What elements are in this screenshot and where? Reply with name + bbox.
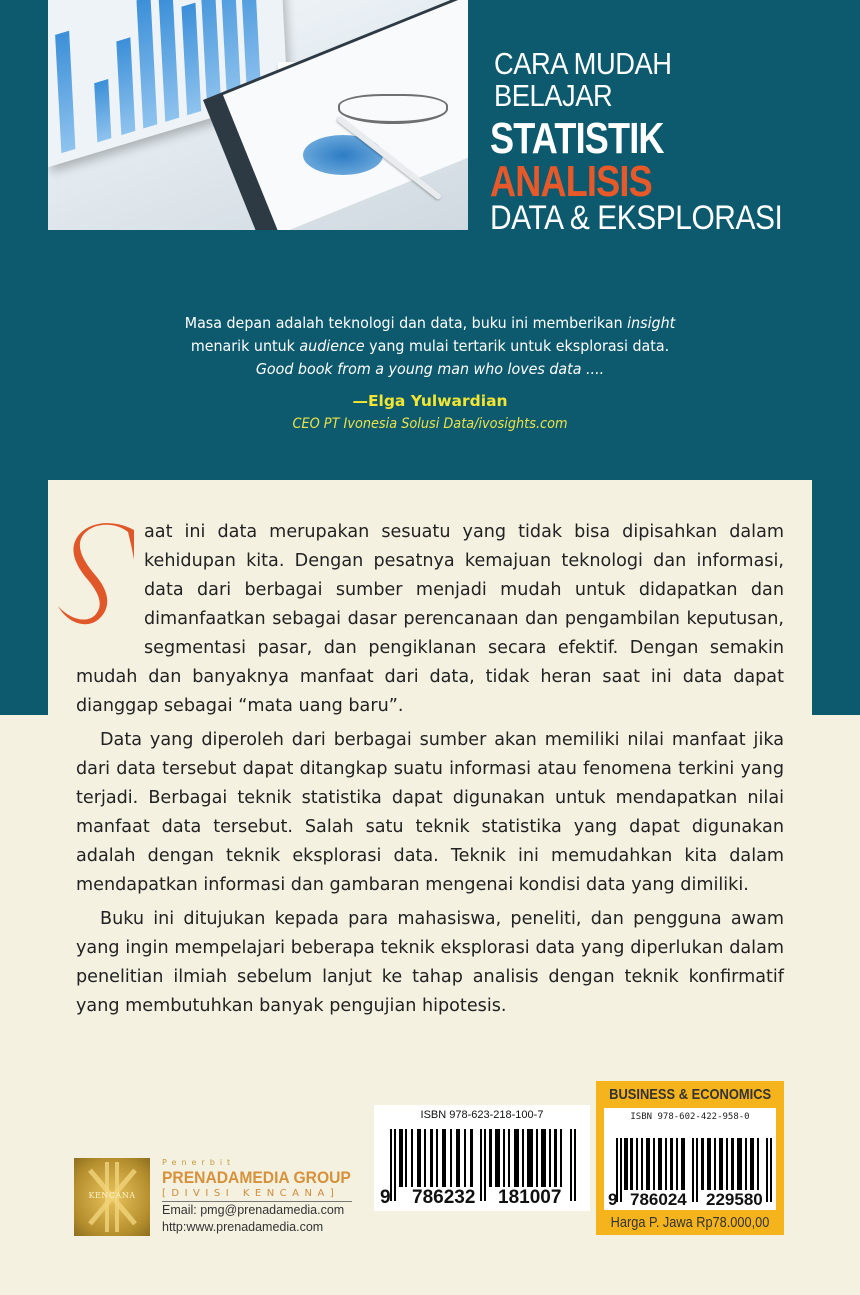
publisher-division: [DIVISI KENCANA]: [162, 1187, 352, 1202]
quote-line-1: Masa depan adalah teknologi dan data, buku ini memberikan insight: [184, 314, 676, 332]
isbn-barcode-primary: ISBN 978-623-218-100-7 9 786232 181007: [374, 1105, 590, 1211]
barcode-bars: [390, 1129, 580, 1187]
cover-photo-analytics: [48, 0, 468, 230]
quote-author: —Elga Yulwardian: [352, 392, 508, 410]
kencana-logo: [74, 1158, 150, 1236]
blurb-paragraph-2: Data yang diperoleh dari berbagai sumber akan memiliki nilai manfaat jika dari data tersebut dapat ditangkap suatu informasi atau fenomena terkini yang terjadi. Berbagai teknik statistika dapat digunakan untuk mendapatkan nilai manfaat data tersebut. Salah satu teknik statistika yang dapat digunakan adalah dengan teknik eksplorasi data. Teknik ini memudahkan kita dalam mendapatkan informasi dan gambaran mengenai kondisi data yang dimiliki.: [76, 730, 784, 895]
book-category: BUSINESS & ECONOMICS: [609, 1086, 772, 1103]
publisher-name: PRENADAMEDIA GROUP: [162, 1168, 351, 1187]
title-line-3: STATISTIK: [490, 114, 664, 163]
quote-line-2: menarik untuk audience yang mulai tertarik untuk eksplorasi data.: [190, 337, 670, 355]
title-line-5: DATA & EKSPLORASI: [490, 199, 783, 237]
title-line-4: ANALISIS: [490, 157, 652, 206]
quote-author-role: CEO PT Ivonesia Solusi Data/ivosights.com: [292, 416, 568, 432]
blurb-paragraph-3: Buku ini ditujukan kepada para mahasiswa, peneliti, dan pengguna awam yang ingin mempelajari beberapa teknik eksplorasi data yang diperlukan dalam penelitian ilmiah sebelum lanjut ke tahap analisis dengan teknik konfirmatif yang membutuhkan banyak pengujian hipotesis.: [76, 909, 784, 1016]
barcode-label: ISBN 978-602-422-958-0 9 786024 229580: [604, 1108, 776, 1210]
dropcap-s-icon: [54, 520, 140, 636]
publisher-website: http:www.prenadamedia.com: [162, 1220, 324, 1234]
isbn-label: ISBN 978-623-218-100-7: [420, 1109, 544, 1121]
blurb-text: [76, 518, 784, 1026]
isbn-label: ISBN 978-602-422-958-0: [630, 1112, 750, 1122]
isbn-barcode-secondary: [596, 1081, 784, 1235]
endorsement-quote: [100, 312, 760, 436]
publisher-info: [162, 1158, 367, 1236]
price-label: Harga P. Jawa Rp78.000,00: [610, 1215, 770, 1231]
title-line-1: CARA MUDAH: [494, 46, 672, 81]
glasses-illustration: [338, 94, 448, 124]
blurb-paragraph-1: aat ini data merupakan sesuatu yang tidak bisa dipisahkan dalam kehidupan kita. Dengan pesatnya kemajuan teknologi dan informasi, data dari berbagai sumber menjadi mudah untuk didapatkan dan dimanfaatkan sebagai dasar perencanaan dan pengambilan keputusan, segmentasi pasar, dan pengiklanan secara efektif. Dengan semakin mudah dan banyaknya manfaat dari data, tidak heran saat ini data dapat dianggap sebagai “mata uang baru”.: [76, 522, 784, 716]
publisher-block: [74, 1158, 364, 1236]
barcode-bars: [616, 1138, 776, 1190]
title-line-2: BELAJAR: [494, 78, 613, 113]
quote-line-3: Good book from a young man who loves data ....: [255, 360, 605, 378]
publisher-email: Email: pmg@prenadamedia.com: [162, 1203, 345, 1217]
publisher-label: Penerbit: [162, 1158, 236, 1167]
logo-text: KENCANA: [88, 1191, 136, 1200]
